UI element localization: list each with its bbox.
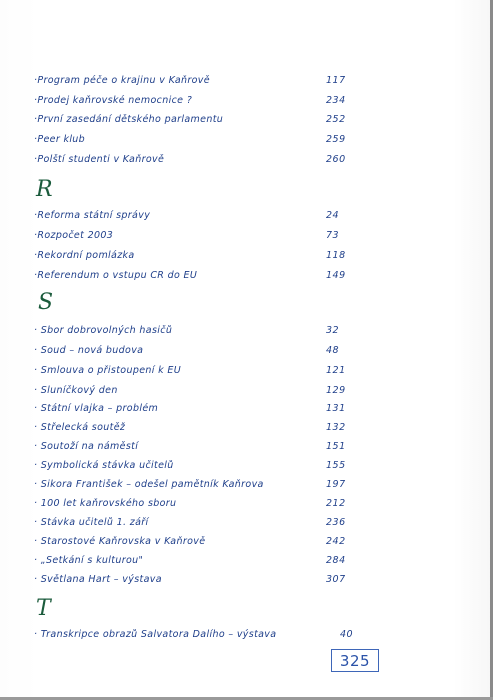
section-letter-r: R [36, 177, 53, 202]
entry-page: 131 [326, 403, 346, 414]
entry-page: 236 [326, 517, 346, 528]
entry-title: · Sbor dobrovolných hasičů [34, 325, 173, 336]
index-entry [34, 472, 334, 490]
index-entry [34, 358, 354, 376]
entry-page: 284 [326, 555, 346, 566]
index-entry [34, 203, 354, 221]
index-entry [34, 338, 354, 356]
index-entry [34, 243, 354, 261]
entry-title: · Sikora František – odešel pamětník Kaňrova [34, 479, 264, 490]
index-entry [34, 88, 354, 106]
entry-page: 32 [326, 325, 340, 336]
entry-page: 260 [326, 154, 346, 165]
index-entry [34, 548, 354, 566]
entry-title: · Stávka učitelů 1. září [34, 517, 149, 528]
entry-title: · 100 let kaňrovského sboru [34, 498, 177, 509]
index-entry [34, 529, 354, 547]
entry-title: ·Program péče o krajinu v Kaňrově [34, 75, 210, 86]
entry-title: ·Polští studenti v Kaňrově [34, 154, 165, 165]
index-entry [34, 434, 354, 452]
entry-title: ·Peer klub [34, 134, 86, 145]
entry-page: 307 [326, 574, 346, 585]
index-entry [34, 147, 354, 165]
index-entry [34, 107, 354, 125]
page-number-box: 325 [331, 649, 379, 672]
index-entry [34, 453, 354, 471]
index-entry [34, 318, 354, 336]
entry-title: · Smlouva o přistoupení k EU [34, 365, 182, 376]
entry-page: 40 [340, 629, 354, 640]
entry-title: ·Prodej kaňrovské nemocnice ? [34, 95, 193, 106]
entry-title: · Světlana Hart – výstava [34, 574, 162, 585]
index-entry [34, 622, 334, 640]
entry-title: ·Reforma státní správy [34, 210, 151, 221]
index-entry [34, 223, 354, 241]
index-entry [34, 68, 354, 86]
index-entry [34, 263, 354, 281]
entry-page: 212 [326, 498, 346, 509]
section-letter-t: T [36, 596, 51, 621]
entry-title: · Sluníčkový den [34, 385, 118, 396]
entry-title: ·Referendum o vstupu ČR do EU [34, 270, 198, 281]
entry-title: ·Rozpočet 2003 [34, 230, 114, 241]
entry-page: 149 [326, 270, 346, 281]
entry-page: 234 [326, 95, 346, 106]
entry-title: ·První zasedání dětského parlamentu [34, 114, 224, 125]
entry-title: · Státní vlajka – problém [34, 403, 159, 414]
index-entry [34, 415, 354, 433]
entry-page: 48 [326, 345, 340, 356]
index-entry [34, 567, 354, 585]
entry-page: 259 [326, 134, 346, 145]
entry-title: · Symbolická stávka učitelů [34, 460, 174, 471]
entry-title: · Střelecká soutěž [34, 422, 126, 433]
entry-page: 73 [326, 230, 340, 241]
entry-page: 155 [326, 460, 346, 471]
entry-page: 252 [326, 114, 346, 125]
index-entry [34, 396, 354, 414]
index-entry [34, 491, 354, 509]
section-letter-s: S [38, 290, 54, 315]
index-entry [34, 378, 354, 396]
entry-page: 129 [326, 385, 346, 396]
entry-title: · Soutoží na náměstí [34, 441, 139, 452]
entry-page: 117 [326, 75, 346, 86]
entry-title: · „Setkání s kulturou" [34, 555, 144, 566]
entry-page: 242 [326, 536, 346, 547]
entry-title: ·Rekordní pomlázka [34, 250, 135, 261]
index-entry [34, 127, 354, 145]
index-entry [34, 510, 354, 528]
entry-page: 151 [326, 441, 346, 452]
entry-title: · Transkripce obrazů Salvatora Dalího – výstava [34, 629, 277, 640]
entry-page: 197 [326, 479, 346, 490]
entry-page: 24 [326, 210, 340, 221]
entry-page: 121 [326, 365, 346, 376]
entry-page: 118 [326, 250, 346, 261]
entry-page: 132 [326, 422, 346, 433]
entry-title: · Starostové Kaňrovska v Kaňrově [34, 536, 206, 547]
entry-title: · Soud – nová budova [34, 345, 144, 356]
